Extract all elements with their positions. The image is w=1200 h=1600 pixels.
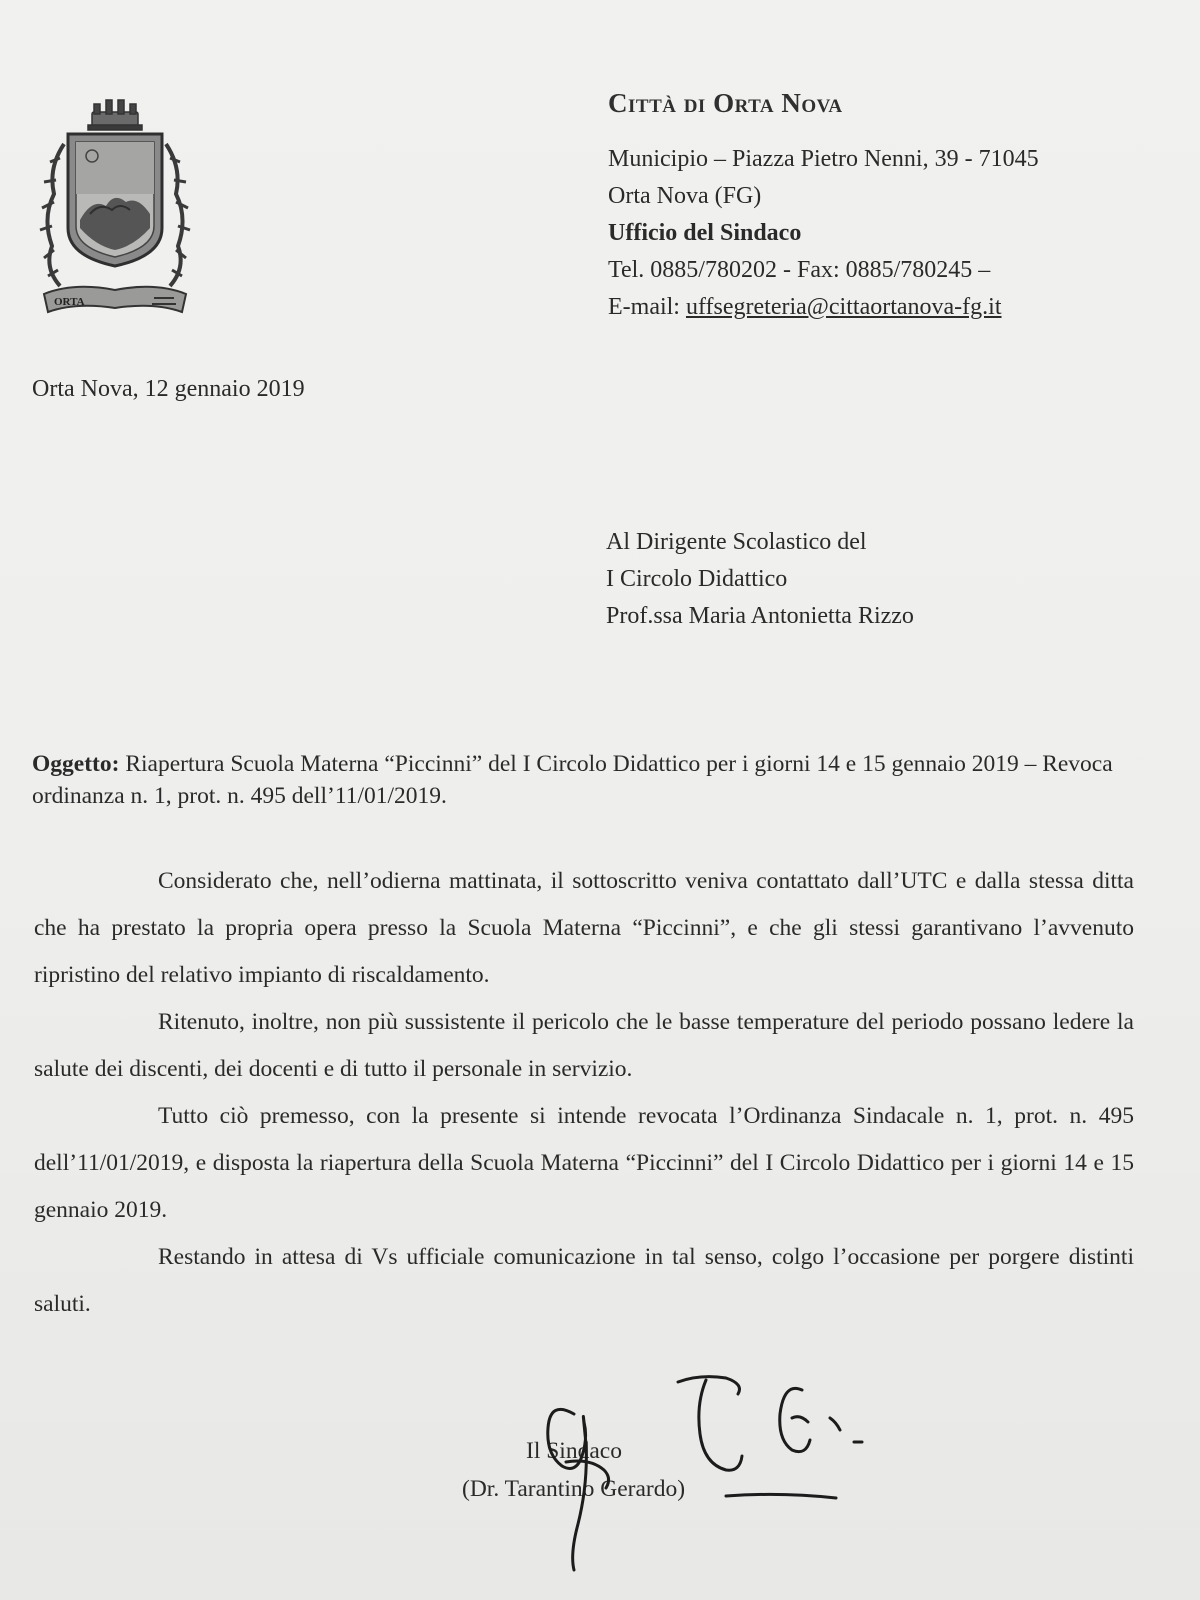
subject-text: Riapertura Scuola Materna “Piccinni” del I Circolo Didattico per i giorni 14 e 15 gennaio 2019 – Revoca ordinanza n. 1, prot. n. 495 dell’11/01/2019. [32,751,1113,809]
subject-label: Oggetto: [32,751,120,777]
handwritten-signature-icon [530,1374,890,1574]
body-paragraph: Restando in attesa di Vs ufficiale comunicazione in tal senso, colgo l’occasione per porgere distinti saluti. [34,1244,1134,1317]
email-line [608,289,1168,326]
body-paragraph: Tutto ciò premesso, con la presente si intende revocata l’Ordinanza Sindacale n. 1, prot. n. 495 dell’11/01/2019, e disposta la riapertura della Scuola Materna “Piccinni” del I Circolo Didattico per i giorni 14 e 15 gennaio 2019. [34,1103,1134,1223]
recipient-block [606,524,1166,635]
body-paragraph: Considerato che, nell’odierna mattinata, il sottoscritto veniva contattato dall’UTC e dalla stessa ditta che ha prestato la propria opera presso la Scuola Materna “Piccinni”, e che gli stessi garantivano l’avvenuto ripristino del relativo impianto di riscaldamento. [34,868,1134,988]
email-link[interactable]: uffsegreteria@cittaortanova-fg.it [685,294,1002,320]
signer-title: Il Sindaco [526,1438,622,1464]
body-paragraph: Ritenuto, inoltre, non più sussistente il pericolo che le basse temperature del periodo possano ledere la salute dei discenti, dei docenti e di tutto il personale in servizio. [34,1009,1134,1082]
office-name: Ufficio del Sindaco [608,220,802,246]
recipient-line-1: Al Dirigente Scolastico del [606,529,867,555]
address-line-1: Municipio – Piazza Pietro Nenni, 39 - 71045 [608,146,1039,172]
municipal-coat-of-arms-icon [34,98,196,324]
svg-text:ORTA: ORTA [54,296,85,308]
signer-name: (Dr. Tarantino Gerardo) [462,1476,686,1502]
letter-date: Orta Nova, 12 gennaio 2019 [32,376,305,402]
recipient-line-2: I Circolo Didattico [606,566,788,592]
address-line-2: Orta Nova (FG) [608,183,762,209]
letter-body [34,858,1134,1328]
city-title: Città di Orta Nova [608,88,843,118]
phone-fax: Tel. 0885/780202 - Fax: 0885/780245 – [608,257,991,283]
recipient-line-3: Prof.ssa Maria Antonietta Rizzo [606,603,914,629]
subject-line [32,748,1142,812]
email-label: E-mail: [608,294,686,320]
letterhead [608,88,1168,326]
